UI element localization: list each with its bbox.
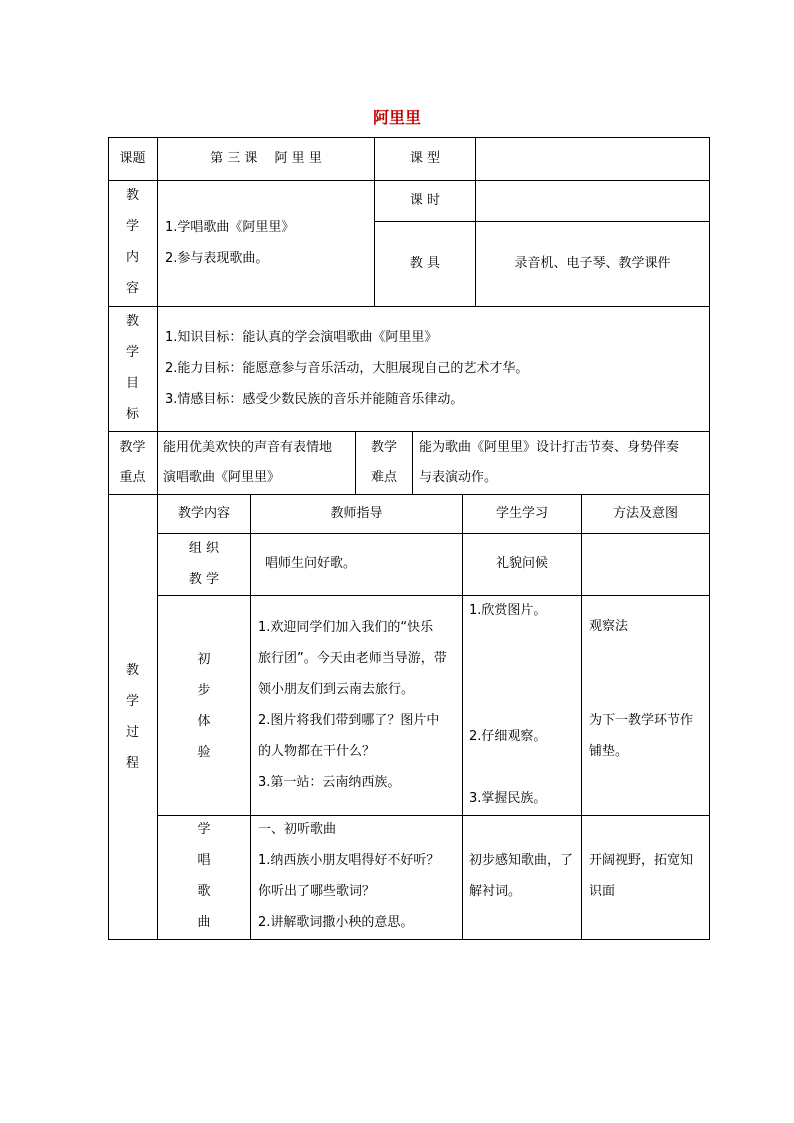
goal-item: 2.能力目标：能愿意参与音乐活动，大胆展现自己的艺术才华。 (165, 361, 529, 376)
method-text: 铺垫。 (589, 744, 629, 759)
column-divider (412, 431, 413, 495)
stage-label: 验 (197, 745, 211, 760)
method-text: 为下一教学环节作 (589, 713, 694, 728)
stage-label: 唱 (197, 853, 211, 868)
stage-label: 步 (197, 683, 211, 698)
row-divider (108, 431, 710, 432)
stage-label: 歌 (197, 884, 211, 899)
stage-label: 初 (197, 652, 211, 667)
row-divider (108, 494, 710, 495)
teacher-text: 3.第一站：云南纳西族。 (258, 775, 401, 790)
method-text: 观察法 (589, 619, 629, 634)
process-label-char: 学 (125, 694, 139, 709)
difficulties-label: 教学 (370, 440, 397, 455)
column-divider (157, 431, 158, 495)
teacher-text: 2.讲解歌词撒小秧的意思。 (258, 915, 414, 930)
process-label-char: 教 (125, 663, 139, 678)
row-divider (108, 306, 710, 307)
teacher-text: 唱师生问好歌。 (265, 556, 357, 571)
page-title: 阿里里 (372, 108, 421, 127)
goals-label-char: 学 (125, 345, 139, 360)
goals-label-char: 标 (125, 407, 139, 422)
teacher-text: 一、初听歌曲 (258, 822, 337, 837)
goal-item: 1.知识目标：能认真的学会演唱歌曲《阿里里》 (165, 330, 438, 345)
teacher-text: 旅行团”。今天由老师当导游，带 (258, 651, 447, 666)
student-text: 解衬词。 (469, 884, 522, 899)
goal-item: 3.情感目标：感受少数民族的音乐并能随音乐律动。 (165, 392, 464, 407)
student-text: 3.掌握民族。 (469, 791, 547, 806)
lesson-label: 课题 (119, 151, 146, 166)
column-divider (475, 137, 476, 307)
goals-label-char: 教 (125, 314, 139, 329)
key-points-label: 重点 (119, 470, 146, 485)
student-text: 2.仔细观察。 (469, 729, 547, 744)
difficulties-label: 难点 (370, 470, 397, 485)
student-text: 初步感知歌曲，了 (469, 853, 574, 868)
row-divider (374, 221, 710, 222)
hours-label: 课 时 (409, 193, 441, 208)
tools-value: 录音机、电子琴、教学课件 (514, 256, 671, 271)
column-divider (581, 494, 582, 940)
process-label-char: 程 (125, 756, 139, 771)
column-divider (157, 306, 158, 432)
teacher-text: 2.图片将我们带到哪了？图片中 (258, 713, 440, 728)
teacher-text: 1.纳西族小朋友唱得好不好听？ (258, 853, 440, 868)
key-points-text: 演唱歌曲《阿里里》 (163, 470, 281, 485)
type-label: 课 型 (409, 151, 441, 166)
teacher-text: 领小朋友们到云南去旅行。 (258, 682, 415, 697)
stage-label: 学 (197, 822, 211, 837)
table-border (709, 137, 710, 940)
key-points-label: 教学 (119, 440, 146, 455)
student-text: 礼貌问候 (495, 556, 548, 571)
header-content: 教学内容 (177, 506, 230, 521)
tools-label: 教 具 (409, 256, 441, 271)
stage-label: 组 织 (188, 541, 220, 556)
header-student: 学生学习 (495, 506, 548, 521)
stage-label: 体 (197, 714, 211, 729)
goals-label-char: 目 (125, 376, 139, 391)
header-method: 方法及意图 (612, 506, 678, 521)
table-border (108, 137, 710, 138)
teacher-text: 你听出了哪些歌词？ (258, 884, 376, 899)
content-label-char: 内 (125, 250, 139, 265)
table-border (108, 939, 710, 940)
row-divider (157, 595, 710, 596)
content-item: 1.学唱歌曲《阿里里》 (165, 220, 295, 235)
stage-label: 教 学 (188, 572, 220, 587)
key-points-text: 能用优美欢快的声音有表情地 (163, 440, 333, 455)
difficulties-text: 能为歌曲《阿里里》设计打击节奏、身势伴奏 (419, 440, 680, 455)
student-text: 1.欣赏图片。 (469, 603, 547, 618)
method-text: 识面 (589, 884, 616, 899)
row-divider (157, 533, 710, 534)
content-label-char: 容 (125, 281, 139, 296)
method-text: 开阔视野，拓宽知 (589, 853, 694, 868)
teacher-text: 的人物都在干什么？ (258, 744, 376, 759)
row-divider (108, 180, 710, 181)
lesson-value: 第 三 课 阿 里 里 (210, 151, 322, 166)
column-divider (250, 494, 251, 940)
row-divider (157, 815, 710, 816)
teacher-text: 1.欢迎同学们加入我们的“快乐 (258, 620, 434, 635)
content-label-char: 学 (125, 219, 139, 234)
content-item: 2.参与表现歌曲。 (165, 251, 269, 266)
process-label-char: 过 (125, 725, 139, 740)
difficulties-text: 与表演动作。 (419, 470, 498, 485)
stage-label: 曲 (197, 915, 211, 930)
header-teacher: 教师指导 (330, 506, 383, 521)
content-label-char: 教 (125, 188, 139, 203)
